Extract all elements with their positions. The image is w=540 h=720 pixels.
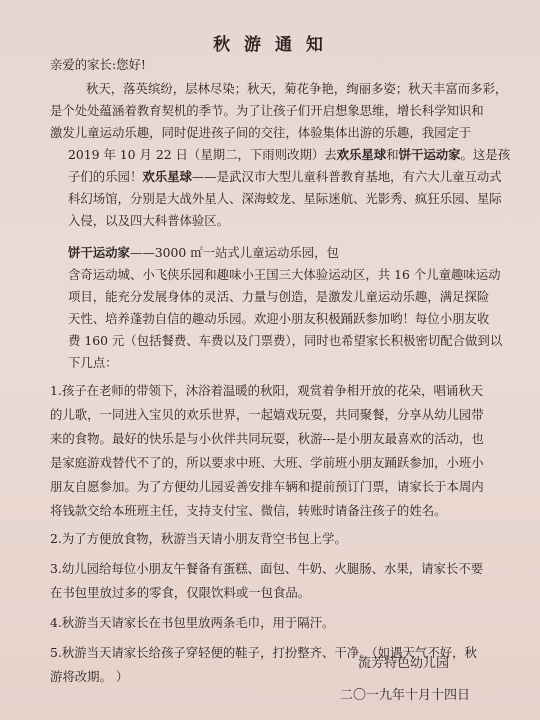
intro-line: 项目，能充分发展身体的灵活、力量与创造，是激发儿童运动乐趣，满足探险 (68, 289, 490, 304)
item-2-line: 2.为了方便放食物，秋游当天请小朋友背空书包上学。 (50, 531, 347, 546)
item-1-line: 朋友自愿参加。为了方便幼儿园妥善安排车辆和提前预订门票，请家长于本周内 (50, 479, 484, 494)
intro-line: 天性、培养蓬勃自信的趣动乐园。欢迎小朋友积极踊跃参加哟！每位小朋友收 (68, 311, 490, 326)
item-5-line: 5.秋游当天请家长给孩子穿轻便的鞋子，打扮整齐、干净。（如遇天气不好，秋 (50, 645, 477, 660)
intro-line: 含奇运动城、小飞侠乐园和趣味小王国三大体验运动区，共 16 个儿童趣味运动 (68, 267, 501, 282)
intro-line: 费 160 元（包括餐费、车费以及门票费），同时也希望家长积极密切配合做到以 (68, 333, 503, 348)
highlight-biscuit-sports: 饼干运动家 (68, 245, 130, 260)
intro-line: 饼干运动家——3000 ㎡一站式儿童运动乐园，包 (68, 245, 339, 260)
item-1-line: 1.孩子在老师的带领下，沐浴着温暖的秋阳，观赏着争相开放的花朵，唱诵秋天 (50, 383, 484, 398)
greeting: 亲爱的家长:您好! (50, 57, 146, 72)
intro-line: 是个处处蕴涵着教育契机的季节。为了让孩子们开启想象思维，增长科学知识和 (50, 103, 484, 118)
intro-line: 2019 年 10 月 22 日（星期二，下雨则改期）去欢乐星球和饼干运动家。这是孩 (68, 147, 511, 162)
item-1-line: 将钱款交给本班班主任，支持支付宝、微信，转账时请备注孩子的姓名。 (50, 503, 447, 518)
item-1-line: 来的食物。最好的快乐是与小伙伴共同玩耍，秋游---是小朋友最喜欢的活动，也 (50, 431, 484, 446)
intro-line: 秋天，落英缤纷，层林尽染；秋天，菊花争艳，绚丽多姿；秋天丰富而多彩， (86, 81, 508, 96)
notice-title: 秋 游 通 知 (213, 35, 327, 55)
intro-line: 入侵，以及四大科普体验区。 (68, 213, 230, 228)
item-1-line: 是家庭游戏替代不了的，所以要求中班、大班、学前班小朋友踊跃参加，小班小 (50, 455, 484, 470)
item-3-line: 3.幼儿园给每位小朋友午餐备有蛋糕、面包、牛奶、火腿肠、水果，请家长不要 (50, 561, 484, 576)
date: 二〇一九年十月十四日 (340, 688, 471, 703)
highlight-happy-planet: 欢乐星球 (336, 147, 387, 162)
intro-line: 科幻场馆，分别是大战外星人、深海蛟龙、星际迷航、光影秀、疯狂乐园、星际 (68, 191, 502, 206)
item-1-line: 的儿歌，一同进入宝贝的欢乐世界，一起嬉戏玩耍，共同聚餐，分享从幼儿园带 (50, 407, 484, 422)
signature: 流芳特色幼儿园 (358, 656, 450, 671)
highlight-happy-planet: 欢乐星球 (142, 169, 192, 184)
highlight-biscuit-sports: 饼干运动家 (398, 147, 461, 162)
item-4-line: 4.秋游当天请家长在书包里放两条毛巾，用于隔汗。 (50, 615, 335, 630)
item-5-line: 游将改期。 ） (50, 669, 129, 684)
intro-line: 下几点： (68, 355, 118, 370)
intro-line: 激发儿童运动乐趣，同时促进孩子间的交往，体验集体出游的乐趣，我园定于 (50, 125, 472, 140)
item-3-line: 在书包里放过多的零食，仅限饮料或一包食品。 (50, 585, 311, 600)
intro-line: 子们的乐园！欢乐星球——是武汉市大型儿童科普教育基地，有六大儿童互动式 (68, 169, 502, 184)
